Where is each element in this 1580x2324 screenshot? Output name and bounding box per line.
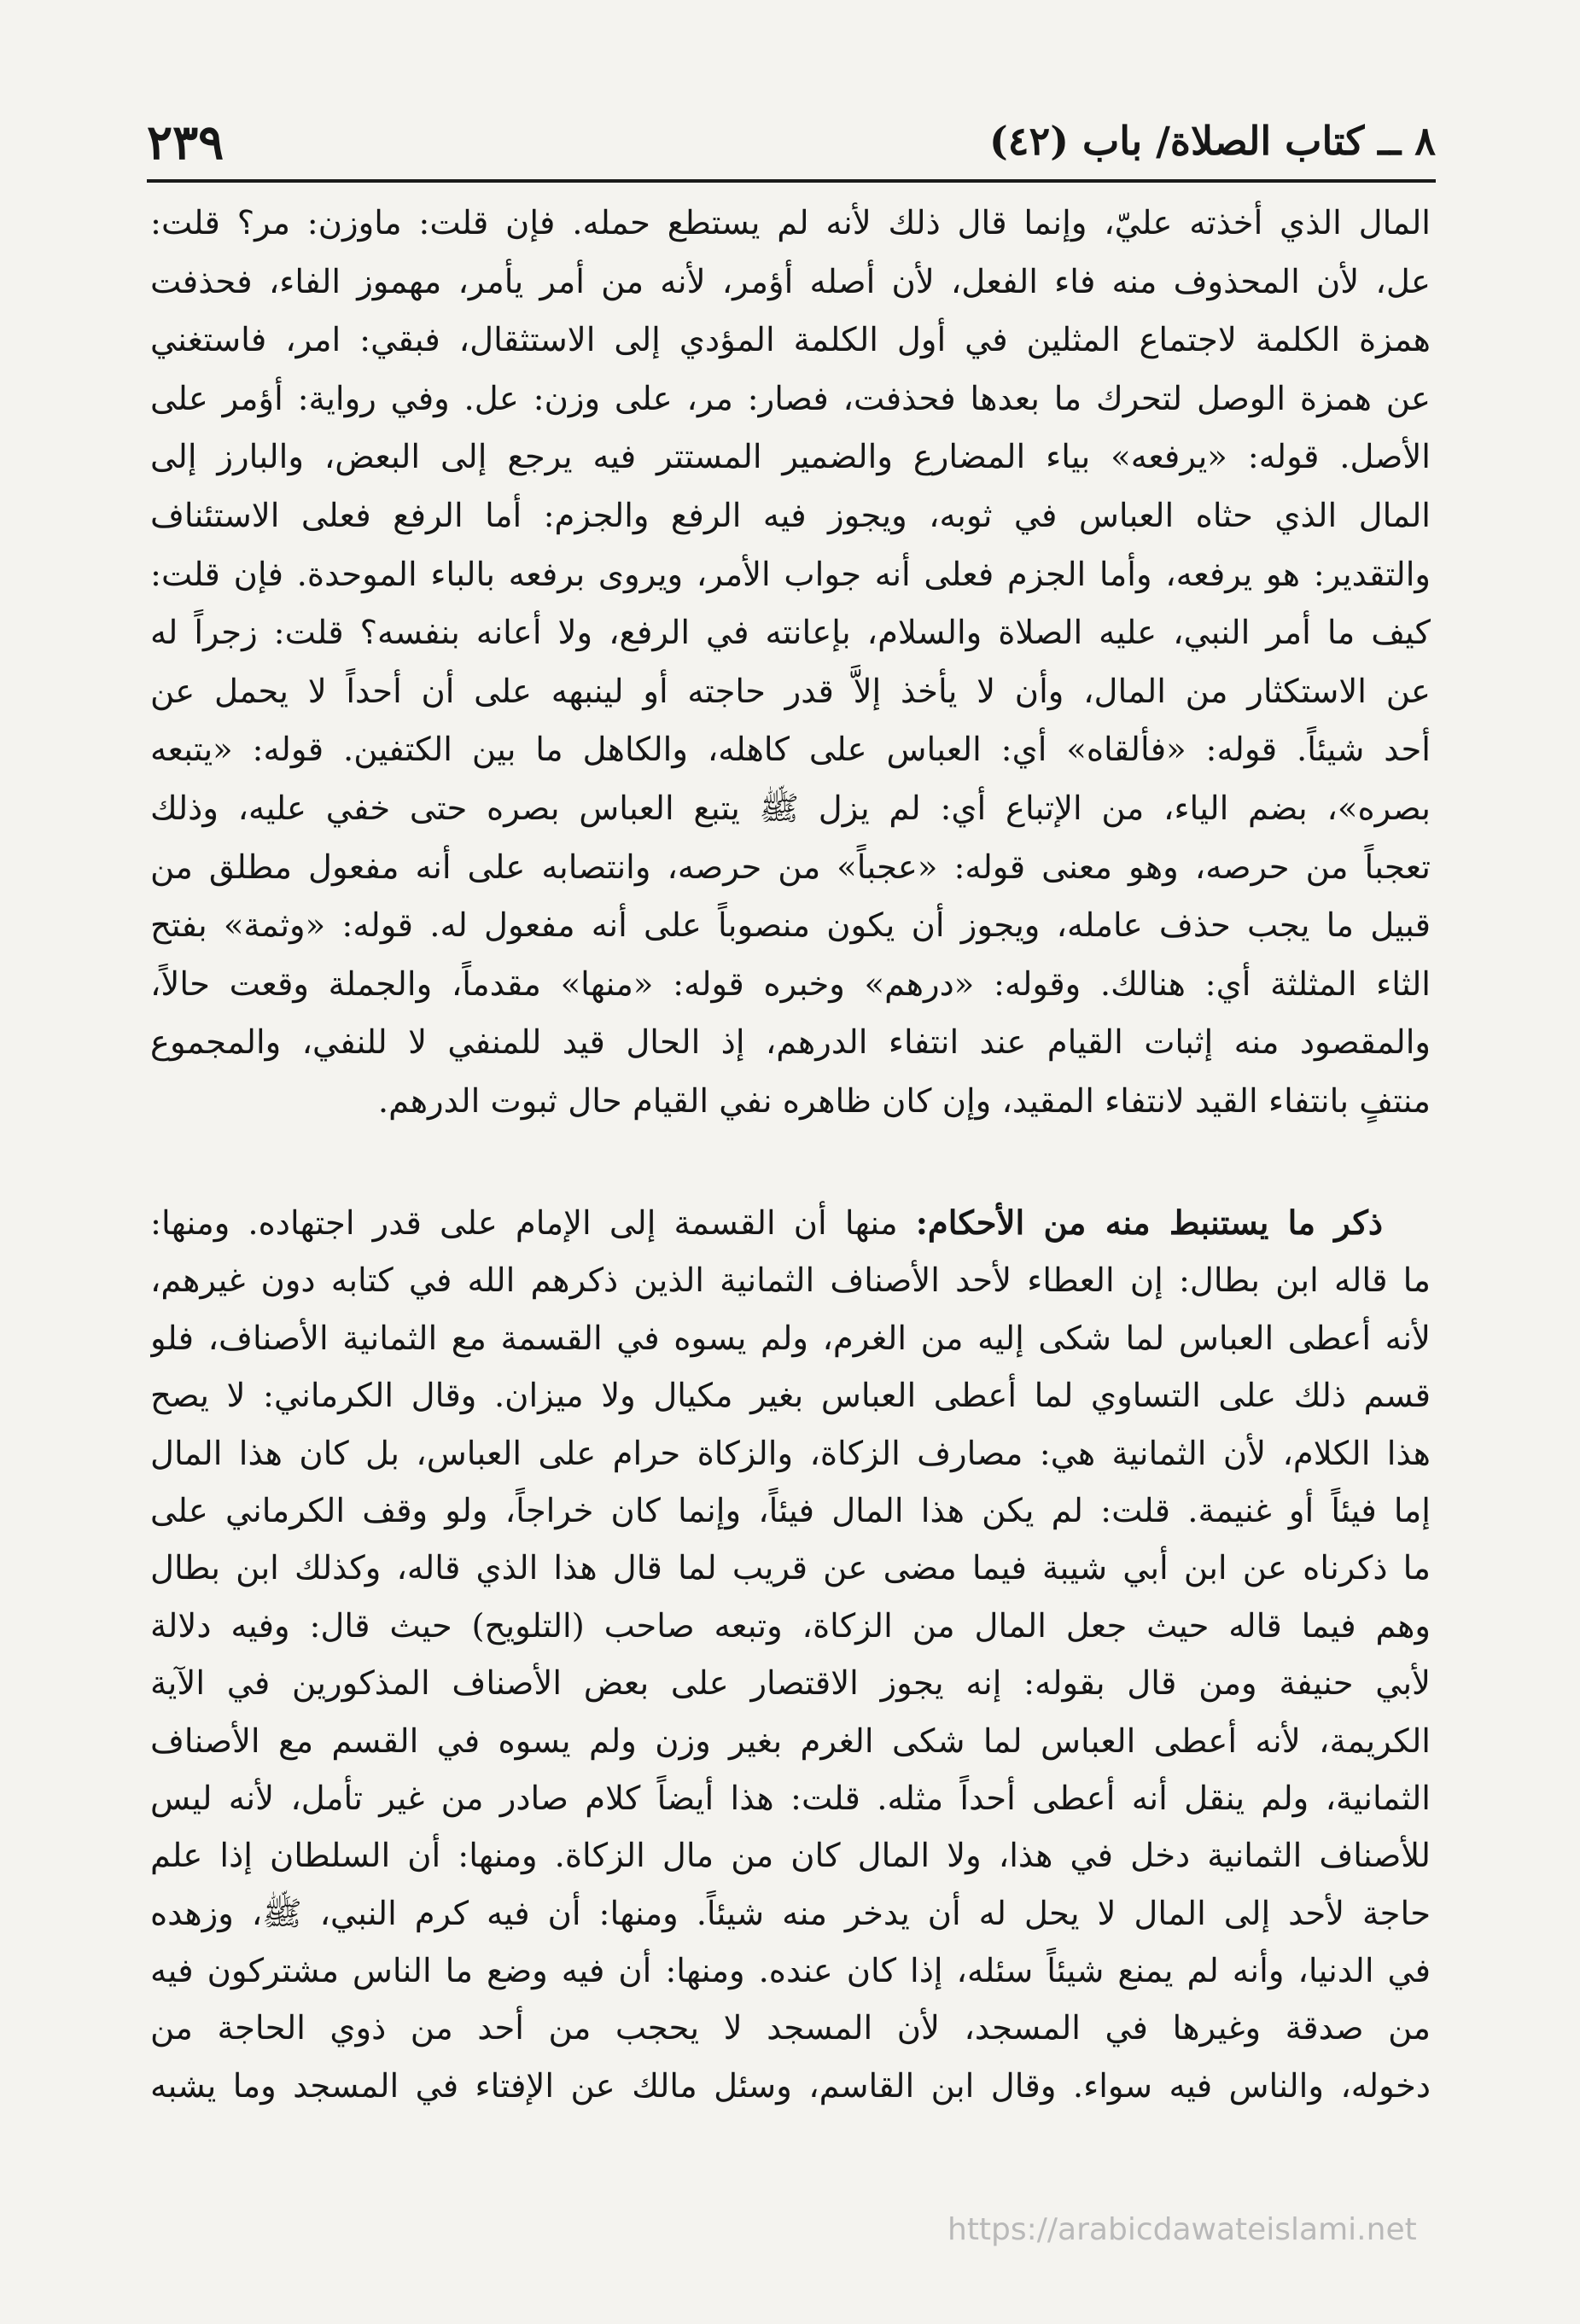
text-line: همزة الكلمة لاجتماع المثلين في أول الكلمة المؤدي إلى الاستثقال، فبقي: امر، فاستغني	[150, 321, 1431, 360]
text-line: قسم ذلك على التساوي لما أعطى العباس بغير مكيال ولا ميزان. وقال الكرماني: لا يصح	[150, 1377, 1431, 1416]
text-line: الثاء المثلثة أي: هنالك. وقوله: «درهم» وخبره قوله: «منها» مقدماً، والجملة وقعت حالاً،	[150, 964, 1431, 1004]
rulings-section	[150, 1195, 1431, 2115]
commentary-section	[150, 195, 1431, 1132]
text-line: الثمانية، ولم ينقل أنه أعطى أحداً مثله. قلت: هذا أيضاً كلام صادر من غير تأمل، لأنه ليس	[150, 1779, 1431, 1818]
text-line: هذا الكلام، لأن الثمانية هي: مصارف الزكاة، والزكاة حرام على العباس، بل كان هذا المال	[150, 1434, 1431, 1473]
text-line: المال الذي حثاه العباس في ثوبه، ويجوز فيه الرفع والجزم: أما الرفع فعلى الاستئناف	[150, 496, 1431, 535]
text-line: من صدقة وغيرها في المسجد، لأن المسجد لا يحجب من أحد من ذوي الحاجة من	[150, 2009, 1431, 2048]
text-line: والتقدير: هو يرفعه، وأما الجزم فعلى أنه جواب الأمر، ويروى برفعه بالباء الموحدة. فإن قلت:	[150, 555, 1431, 594]
text-line: عل، لأن المحذوف منه فاء الفعل، لأن أصله أؤمر، لأنه من أمر يأمر، مهموز الفاء، فحذفت	[150, 262, 1431, 301]
text-line: ما قاله ابن بطال: إن العطاء لأحد الأصناف الثمانية الذين ذكرهم الله في كتابه دون غيرهم،	[150, 1261, 1431, 1301]
text-line: المال الذي أخذته عليّ، وإنما قال ذلك لأنه لم يستطع حمله. فإن قلت: ماوزن: مر؟ قلت:	[150, 204, 1431, 242]
text-line: كيف ما أمر النبي، عليه الصلاة والسلام، بإعانته في الرفع، ولا أعانه بنفسه؟ قلت: زجراً له	[150, 614, 1431, 653]
watermark-url: https://arabicdawateislami.net	[947, 2212, 1417, 2247]
text-line: في الدنيا، وأنه لم يمنع شيئاً سئله، إذا كان عنده. ومنها: أن فيه وضع ما الناس مشتركون فيه	[150, 1952, 1431, 1991]
text-line: عن الاستكثار من المال، وأن لا يأخذ إلاَّ قدر حاجته أو لينبهه على أن أحداً لا يحمل عن	[150, 672, 1431, 711]
chapter-title: ٨ ــ كتاب الصلاة/ باب (٤٢)	[989, 118, 1436, 164]
text-line: والمقصود منه إثبات القيام عند انتفاء الدرهم، إذ الحال قيد للمنفي لا للنفي، والمجموع	[150, 1023, 1431, 1063]
text-line: منتفٍ بانتفاء القيد لانتفاء المقيد، وإن كان ظاهره نفي القيام حال ثبوت الدرهم.	[377, 1081, 1431, 1121]
text-line: عن همزة الوصل لتحرك ما بعدها فحذفت، فصار: مر، على وزن: عل. وفي رواية: أؤمر على	[150, 379, 1431, 418]
text-line: قبيل ما يجب حذف عامله، ويجوز أن يكون منصوباً على أنه مفعول له. قوله: «وثمة» بفتح	[150, 906, 1431, 946]
text-line: بصره»، بضم الياء، من الإتباع أي: لم يزل ﷺ يتبع العباس بصره حتى خفي عليه، وذلك	[150, 789, 1431, 828]
text-line: الأصل. قوله: «يرفعه» بياء المضارع والضمير المستتر فيه يرجع إلى البعض، والبارز إلى	[150, 438, 1431, 477]
text-line: منها أن القسمة إلى الإمام على قدر اجتهاده. ومنها:	[150, 1204, 898, 1243]
section-first-line	[150, 1195, 1431, 1252]
text-line: وهم فيما قاله حيث جعل المال من الزكاة، وتبعه صاحب (التلويح) حيث قال: وفيه دلالة	[150, 1606, 1431, 1645]
text-line: حاجة لأحد إلى المال لا يحل له أن يدخر منه شيئاً. ومنها: أن فيه كرم النبي، ﷺ، وزهده	[150, 1894, 1431, 1933]
text-line: لأبي حنيفة ومن قال بقوله: إنه يجوز الاقتصار على بعض الأصناف المذكورين في الآية	[150, 1664, 1431, 1704]
page-number: ٢٣٩	[147, 114, 224, 171]
text-line: الكريمة، لأنه أعطى العباس لما شكى الغرم بغير وزن ولم يسوه في القسم مع الأصناف	[150, 1721, 1431, 1761]
text-line: إما فيئاً أو غنيمة. قلت: لم يكن هذا المال فيئاً، وإنما كان خراجاً، ولو وقف الكرماني على	[150, 1491, 1431, 1530]
section-heading: ذكر ما يستنبط منه من الأحكام:	[915, 1204, 1383, 1243]
text-line: أحد شيئاً. قوله: «فألقاه» أي: العباس على كاهله، والكاهل ما بين الكتفين. قوله: «يتبعه	[150, 731, 1431, 770]
header-rule	[147, 179, 1436, 183]
text-line: ما ذكرناه عن ابن أبي شيبة فيما مضى عن قريب لما قال هذا الذي قاله، وكذلك ابن بطال	[150, 1549, 1431, 1588]
text-line: للأصناف الثمانية دخل في هذا، ولا المال كان من مال الزكاة. ومنها: أن السلطان إذا علم	[150, 1837, 1431, 1876]
text-line: تعجباً من حرصه، وهو معنى قوله: «عجباً» من حرصه، وانتصابه على أنه مفعول مطلق من	[150, 847, 1431, 887]
text-line: دخوله، والناس فيه سواء. وقال ابن القاسم، وسئل مالك عن الإفتاء في المسجد وما يشبه	[150, 2066, 1431, 2106]
page-header	[147, 109, 1436, 188]
text-line: لأنه أعطى العباس لما شكى إليه من الغرم، ولم يسوه في القسمة مع الثمانية الأصناف، فلو	[150, 1319, 1431, 1358]
